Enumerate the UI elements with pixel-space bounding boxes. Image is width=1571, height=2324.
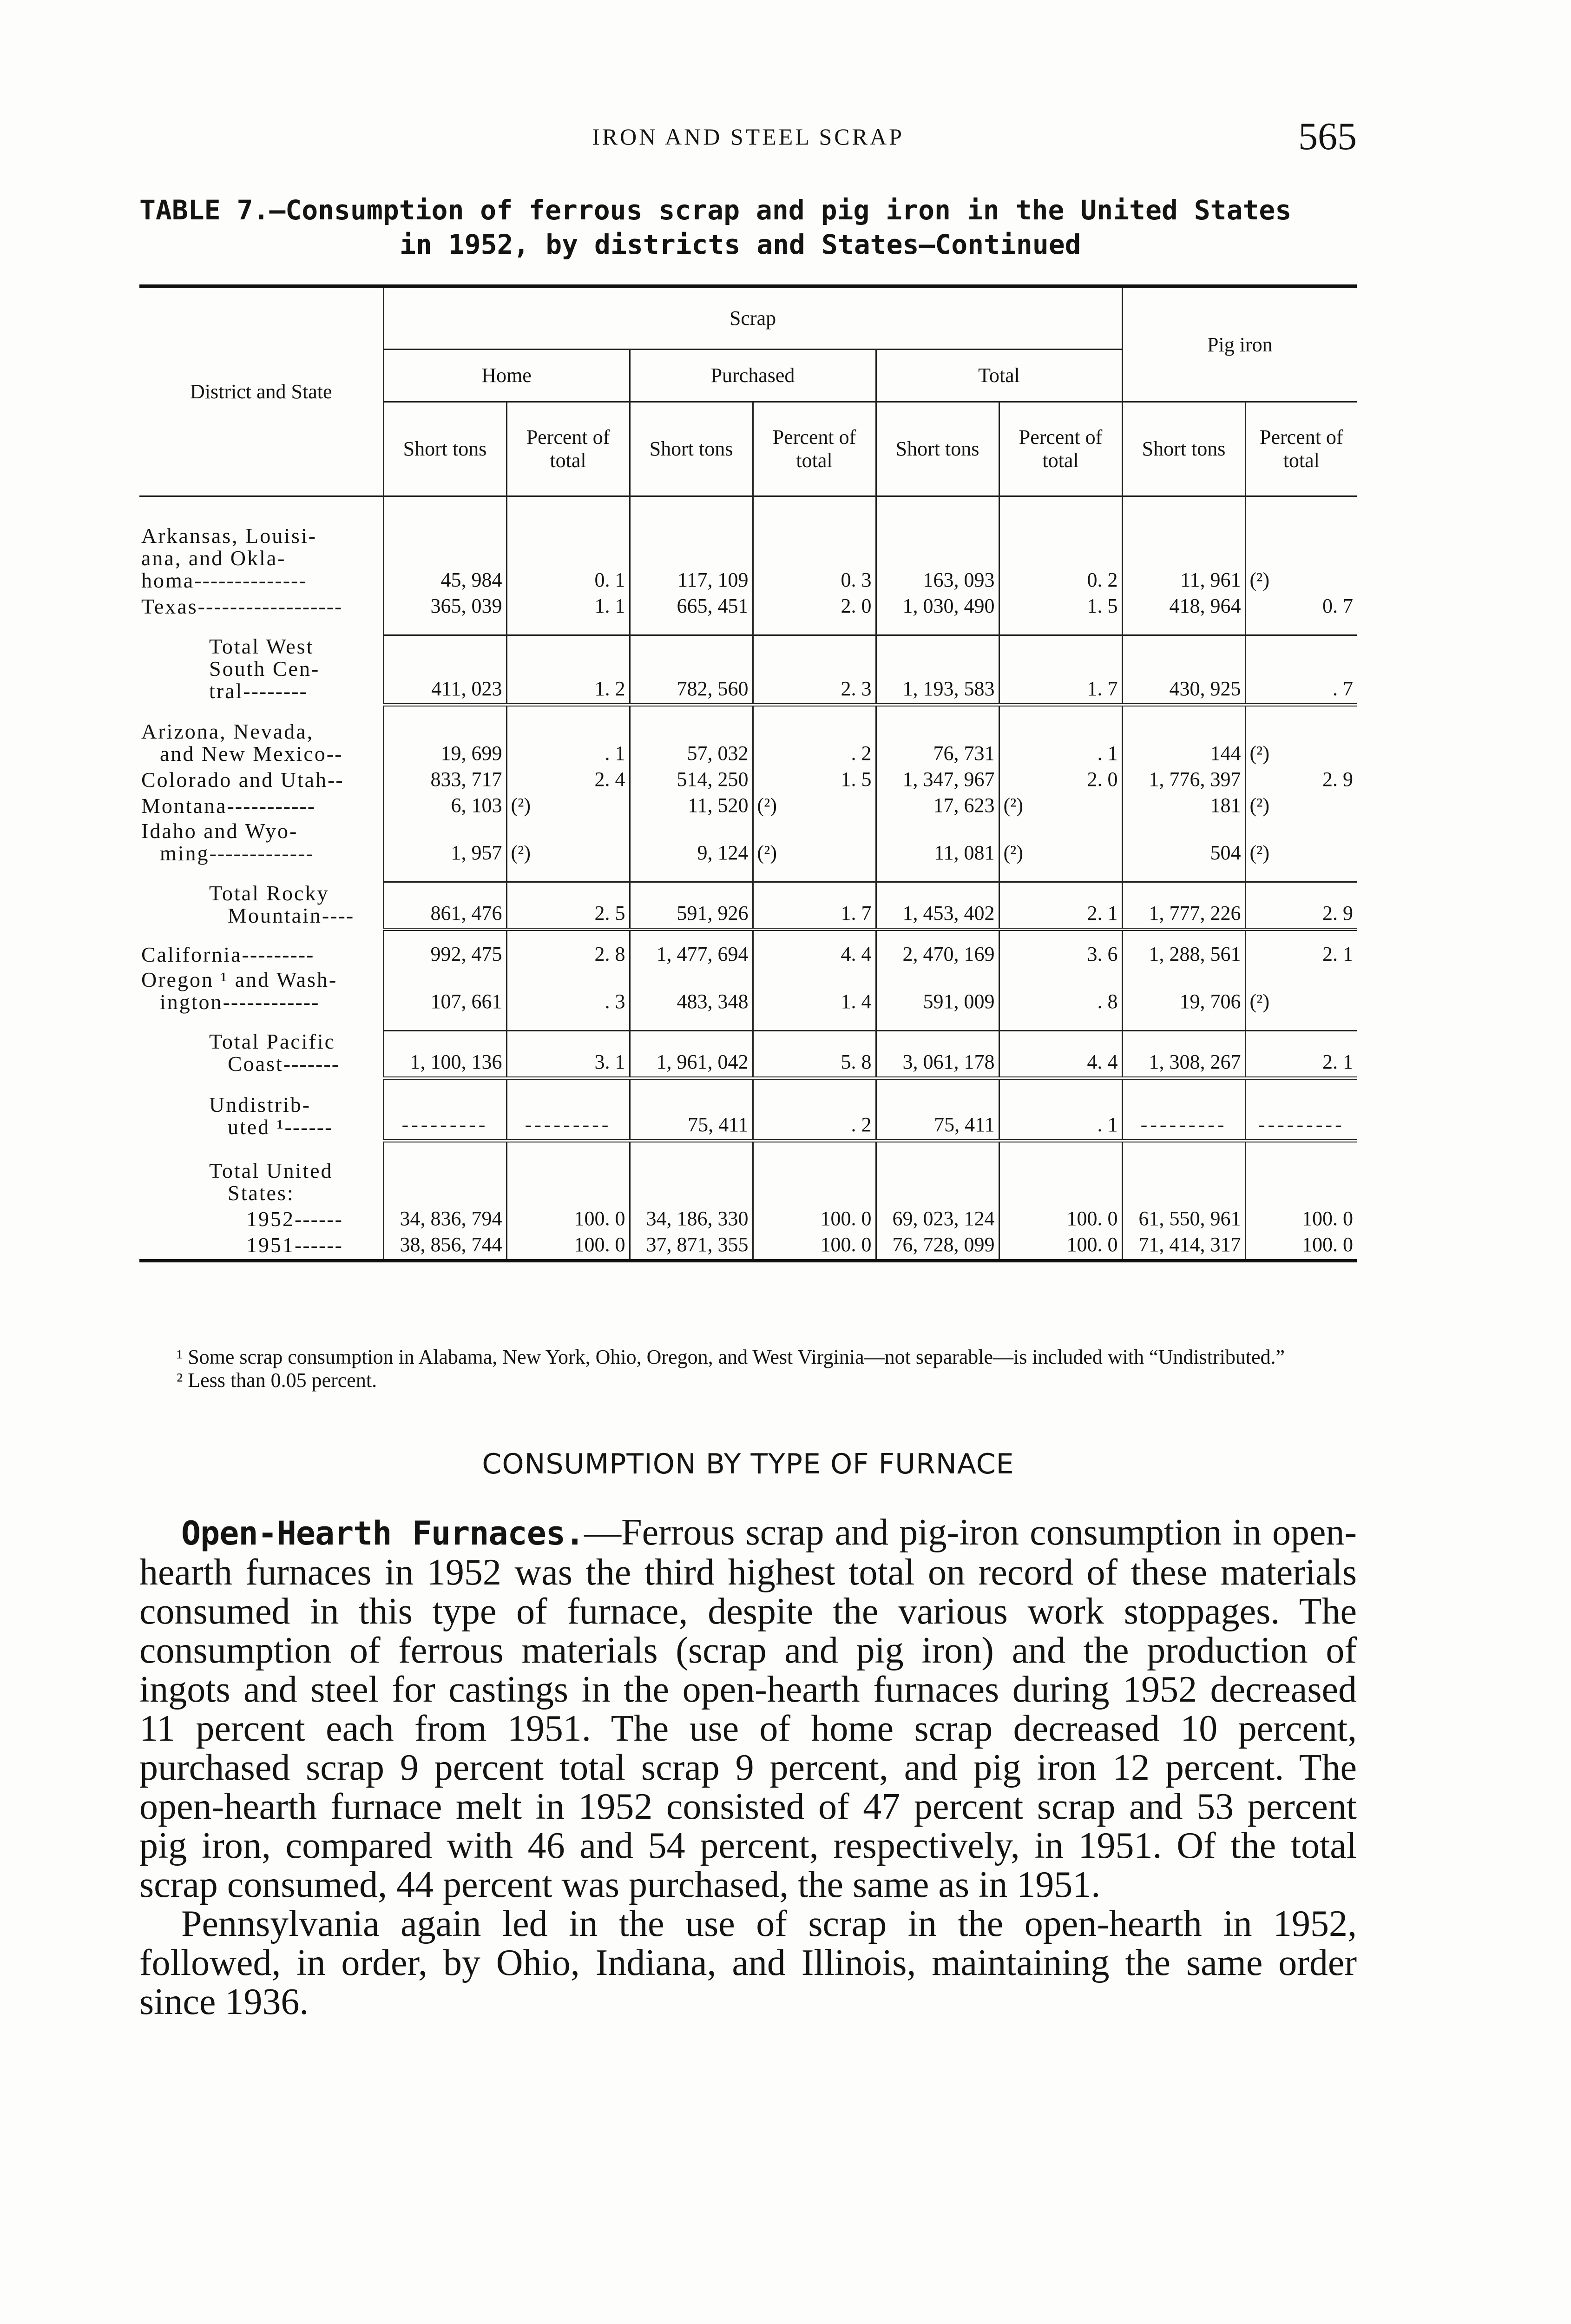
table-cell: 100. 0 bbox=[999, 1233, 1122, 1261]
row-label: Total West South Cen- tral-------- bbox=[209, 635, 320, 703]
table-cell: 38, 856, 744 bbox=[383, 1233, 506, 1261]
table-cell: 2. 8 bbox=[506, 930, 630, 969]
table-cell: (²) bbox=[1245, 794, 1357, 820]
table-row bbox=[139, 930, 1357, 969]
table-cell: 1, 957 bbox=[383, 820, 506, 867]
table-cell: 1, 030, 490 bbox=[876, 594, 999, 621]
table-cell: 0. 7 bbox=[1245, 594, 1357, 621]
table-cell: (²) bbox=[1245, 969, 1357, 1016]
table-cell-empty: --------- bbox=[506, 1094, 630, 1141]
table-cell: 2. 0 bbox=[999, 768, 1122, 794]
table-row bbox=[139, 1141, 1357, 1207]
table-cell: 100. 0 bbox=[753, 1233, 876, 1261]
table-cell: 100. 0 bbox=[1245, 1233, 1357, 1261]
table-cell: 9, 124 bbox=[630, 820, 753, 867]
table-cell: 1, 308, 267 bbox=[1122, 1030, 1245, 1078]
row-label: 1952------ bbox=[246, 1207, 343, 1231]
table-cell: 34, 836, 794 bbox=[383, 1207, 506, 1233]
table-row bbox=[139, 768, 1357, 794]
col-total-percent: Percent of total bbox=[999, 402, 1122, 496]
paragraph-1: Open-Hearth Furnaces.—Ferrous scrap and pig-iron consumption in open-hearth furnaces in 1952 was the third highest total on record of these materials consumed in this type of furnace, despite the various work stoppages. The consumption of ferrous materials (scrap and pig iron) and the production of ingots and steel for castings in the open-hearth furnaces during 1952 decreased 11 percent each from 1951. The use of home scrap decreased 10 percent, purchased scrap 9 percent total scrap 9 percent, and pig iron 12 percent. The open-hearth furnace melt in 1952 consisted of 47 percent scrap and 53 percent pig iron, compared with 46 and 54 percent, respectively, in 1951. Of the total scrap consumed, 44 percent was purchased, the same as in 1951. bbox=[139, 1512, 1357, 1905]
table-cell: 3, 061, 178 bbox=[876, 1030, 999, 1078]
table-cell: . 1 bbox=[999, 720, 1122, 768]
table-cell: 2. 0 bbox=[753, 594, 876, 621]
table-cell: 2. 1 bbox=[1245, 1030, 1357, 1078]
table-cell: 6, 103 bbox=[383, 794, 506, 820]
table-cell: 365, 039 bbox=[383, 594, 506, 621]
body-text bbox=[139, 1513, 1357, 2021]
table-cell: (²) bbox=[999, 794, 1122, 820]
table-cell: 17, 623 bbox=[876, 794, 999, 820]
paragraph-lead: Open-Hearth Furnaces. bbox=[181, 1514, 585, 1552]
table-cell: . 1 bbox=[999, 1094, 1122, 1141]
table-cell: 181 bbox=[1122, 794, 1245, 820]
table-cell: 504 bbox=[1122, 820, 1245, 867]
table-cell: 483, 348 bbox=[630, 969, 753, 1016]
col-home-short-tons: Short tons bbox=[383, 402, 506, 496]
table-cell: . 2 bbox=[753, 720, 876, 768]
table-cell: 1. 1 bbox=[506, 594, 630, 621]
home-header: Home bbox=[383, 350, 630, 402]
table-cell: 1, 347, 967 bbox=[876, 768, 999, 794]
table-cell: 45, 984 bbox=[383, 525, 506, 594]
table-cell: 19, 699 bbox=[383, 720, 506, 768]
scrap-header: Scrap bbox=[383, 286, 1122, 350]
table-cell: 11, 520 bbox=[630, 794, 753, 820]
table-cell: 3. 1 bbox=[506, 1030, 630, 1078]
table-cell: 833, 717 bbox=[383, 768, 506, 794]
running-title: IRON AND STEEL SCRAP bbox=[592, 124, 904, 150]
table-row bbox=[139, 820, 1357, 867]
table-cell: 1. 7 bbox=[999, 635, 1122, 705]
table-cell: (²) bbox=[753, 820, 876, 867]
table-caption bbox=[139, 193, 1357, 262]
table-cell: 1, 100, 136 bbox=[383, 1030, 506, 1078]
table-cell: 3. 6 bbox=[999, 930, 1122, 969]
table-cell: 2. 4 bbox=[506, 768, 630, 794]
row-label: Arkansas, Louisi- ana, and Okla- homa-------------- bbox=[141, 525, 317, 592]
col-purchased-short-tons: Short tons bbox=[630, 402, 753, 496]
district-header: District and State bbox=[139, 286, 383, 496]
table-cell: . 8 bbox=[999, 969, 1122, 1016]
table-cell-empty: --------- bbox=[1122, 1094, 1245, 1141]
table-cell: 1. 2 bbox=[506, 635, 630, 705]
table-cell: 144 bbox=[1122, 720, 1245, 768]
table-cell: 107, 661 bbox=[383, 969, 506, 1016]
table-cell: 75, 411 bbox=[630, 1094, 753, 1141]
table-cell: 100. 0 bbox=[753, 1207, 876, 1233]
table-cell: 76, 731 bbox=[876, 720, 999, 768]
row-label: 1951------ bbox=[139, 1233, 383, 1261]
table-cell: 1. 5 bbox=[753, 768, 876, 794]
footnote-1: ¹ Some scrap consumption in Alabama, New York, Ohio, Oregon, and West Virginia—not separable—is included with “Undistributed.” bbox=[177, 1346, 1285, 1368]
table-row bbox=[139, 1030, 1357, 1078]
table-cell: 430, 925 bbox=[1122, 635, 1245, 705]
table-row bbox=[139, 794, 1357, 820]
table-row bbox=[139, 720, 1357, 768]
table-cell: 11, 081 bbox=[876, 820, 999, 867]
table-cell: 591, 926 bbox=[630, 882, 753, 930]
table-cell-empty: --------- bbox=[1245, 1094, 1357, 1141]
table-cell: 19, 706 bbox=[1122, 969, 1245, 1016]
table-row bbox=[139, 594, 1357, 621]
table-cell: 2. 9 bbox=[1245, 882, 1357, 930]
table-cell: 1. 5 bbox=[999, 594, 1122, 621]
paragraph-2: Pennsylvania again led in the use of scrap in the open-hearth in 1952, followed, in order, by Ohio, Indiana, and Illinois, maintaining the same order since 1936. bbox=[139, 1903, 1357, 2022]
pig-iron-header: Pig iron bbox=[1122, 286, 1357, 402]
table-cell: 11, 961 bbox=[1122, 525, 1245, 594]
table-cell: 2. 3 bbox=[753, 635, 876, 705]
table-cell: 1. 7 bbox=[753, 882, 876, 930]
table-row bbox=[139, 1094, 1357, 1141]
row-label: Idaho and Wyo- ming------------- bbox=[141, 820, 314, 865]
running-head bbox=[139, 114, 1357, 165]
table-cell: 75, 411 bbox=[876, 1094, 999, 1141]
table-cell: 57, 032 bbox=[630, 720, 753, 768]
table-cell: (²) bbox=[1245, 525, 1357, 594]
table-cell: (²) bbox=[1245, 820, 1357, 867]
table-cell: . 7 bbox=[1245, 635, 1357, 705]
table-cell: 1, 477, 694 bbox=[630, 930, 753, 969]
table-cell: 2. 1 bbox=[999, 882, 1122, 930]
table-cell: 117, 109 bbox=[630, 525, 753, 594]
table-cell: 71, 414, 317 bbox=[1122, 1233, 1245, 1261]
row-label: Total Rocky Mountain---- bbox=[209, 882, 355, 927]
table-cell: . 2 bbox=[753, 1094, 876, 1141]
row-label: Total Pacific Coast------- bbox=[209, 1030, 340, 1076]
table-cell: 1, 776, 397 bbox=[1122, 768, 1245, 794]
table-cell: 2. 5 bbox=[506, 882, 630, 930]
row-label: Oregon ¹ and Wash- ington------------ bbox=[141, 968, 338, 1014]
table-cell: 5. 8 bbox=[753, 1030, 876, 1078]
col-pig-short-tons: Short tons bbox=[1122, 402, 1245, 496]
section-heading: CONSUMPTION BY TYPE OF FURNACE bbox=[482, 1448, 1014, 1480]
table-row bbox=[139, 525, 1357, 594]
table-cell: 514, 250 bbox=[630, 768, 753, 794]
row-label: Arizona, Nevada, and New Mexico-- bbox=[141, 720, 343, 766]
table-cell-empty: --------- bbox=[383, 1094, 506, 1141]
table-cell: 861, 476 bbox=[383, 882, 506, 930]
col-home-percent: Percent of total bbox=[506, 402, 630, 496]
col-total-short-tons: Short tons bbox=[876, 402, 999, 496]
table-cell: 418, 964 bbox=[1122, 594, 1245, 621]
table-cell: 1, 193, 583 bbox=[876, 635, 999, 705]
table-row bbox=[139, 969, 1357, 1016]
col-purchased-percent: Percent of total bbox=[753, 402, 876, 496]
table-cell: 100. 0 bbox=[999, 1207, 1122, 1233]
table-caption-line-2: in 1952, by districts and States—Continued bbox=[400, 229, 1081, 260]
footnotes bbox=[139, 1346, 1357, 1392]
table-cell: 0. 2 bbox=[999, 525, 1122, 594]
table-cell: 61, 550, 961 bbox=[1122, 1207, 1245, 1233]
row-label: Undistrib- uted ¹------ bbox=[209, 1093, 333, 1139]
row-label: Colorado and Utah-- bbox=[141, 768, 344, 792]
table-cell: 0. 1 bbox=[506, 525, 630, 594]
table-cell: 100. 0 bbox=[1245, 1207, 1357, 1233]
table-cell: (²) bbox=[753, 794, 876, 820]
table-cell: 4. 4 bbox=[753, 930, 876, 969]
row-label: California--------- bbox=[141, 942, 315, 966]
table-cell: 2. 1 bbox=[1245, 930, 1357, 969]
table-cell: 782, 560 bbox=[630, 635, 753, 705]
table-row bbox=[139, 1233, 1357, 1261]
table-cell: 1, 453, 402 bbox=[876, 882, 999, 930]
table-row bbox=[139, 882, 1357, 930]
table-cell: 1. 4 bbox=[753, 969, 876, 1016]
table-cell: 591, 009 bbox=[876, 969, 999, 1016]
table-cell: 163, 093 bbox=[876, 525, 999, 594]
row-label: Montana----------- bbox=[141, 794, 316, 818]
table-cell: 4. 4 bbox=[999, 1030, 1122, 1078]
table-cell: 1, 288, 561 bbox=[1122, 930, 1245, 969]
table-cell: 411, 023 bbox=[383, 635, 506, 705]
table-cell: 0. 3 bbox=[753, 525, 876, 594]
row-label: Total United States: bbox=[209, 1158, 333, 1205]
col-pig-percent: Percent of total bbox=[1245, 402, 1357, 496]
table-cell: (²) bbox=[506, 820, 630, 867]
table-cell: (²) bbox=[999, 820, 1122, 867]
table-cell: . 1 bbox=[506, 720, 630, 768]
table-cell: 69, 023, 124 bbox=[876, 1207, 999, 1233]
total-header: Total bbox=[876, 350, 1122, 402]
table-cell: 100. 0 bbox=[506, 1233, 630, 1261]
consumption-table bbox=[139, 284, 1357, 1262]
purchased-header: Purchased bbox=[630, 350, 876, 402]
table-cell: 100. 0 bbox=[506, 1207, 630, 1233]
footnote-2: ² Less than 0.05 percent. bbox=[177, 1369, 377, 1392]
table-cell: 2. 9 bbox=[1245, 768, 1357, 794]
table-row bbox=[139, 1207, 1357, 1233]
table-cell: 1, 961, 042 bbox=[630, 1030, 753, 1078]
table-cell: 2, 470, 169 bbox=[876, 930, 999, 969]
table-cell: . 3 bbox=[506, 969, 630, 1016]
table-cell: 992, 475 bbox=[383, 930, 506, 969]
table-cell: 34, 186, 330 bbox=[630, 1207, 753, 1233]
table-row bbox=[139, 635, 1357, 705]
page-number: 565 bbox=[1298, 115, 1357, 158]
table-cell: (²) bbox=[1245, 720, 1357, 768]
table-cell: 1, 777, 226 bbox=[1122, 882, 1245, 930]
table-cell: (²) bbox=[506, 794, 630, 820]
row-label: Texas------------------ bbox=[141, 594, 343, 618]
table-cell: 665, 451 bbox=[630, 594, 753, 621]
table-cell: 37, 871, 355 bbox=[630, 1233, 753, 1261]
table-caption-line-1: TABLE 7.—Consumption of ferrous scrap and pig iron in the United States bbox=[139, 194, 1292, 226]
table-cell: 76, 728, 099 bbox=[876, 1233, 999, 1261]
